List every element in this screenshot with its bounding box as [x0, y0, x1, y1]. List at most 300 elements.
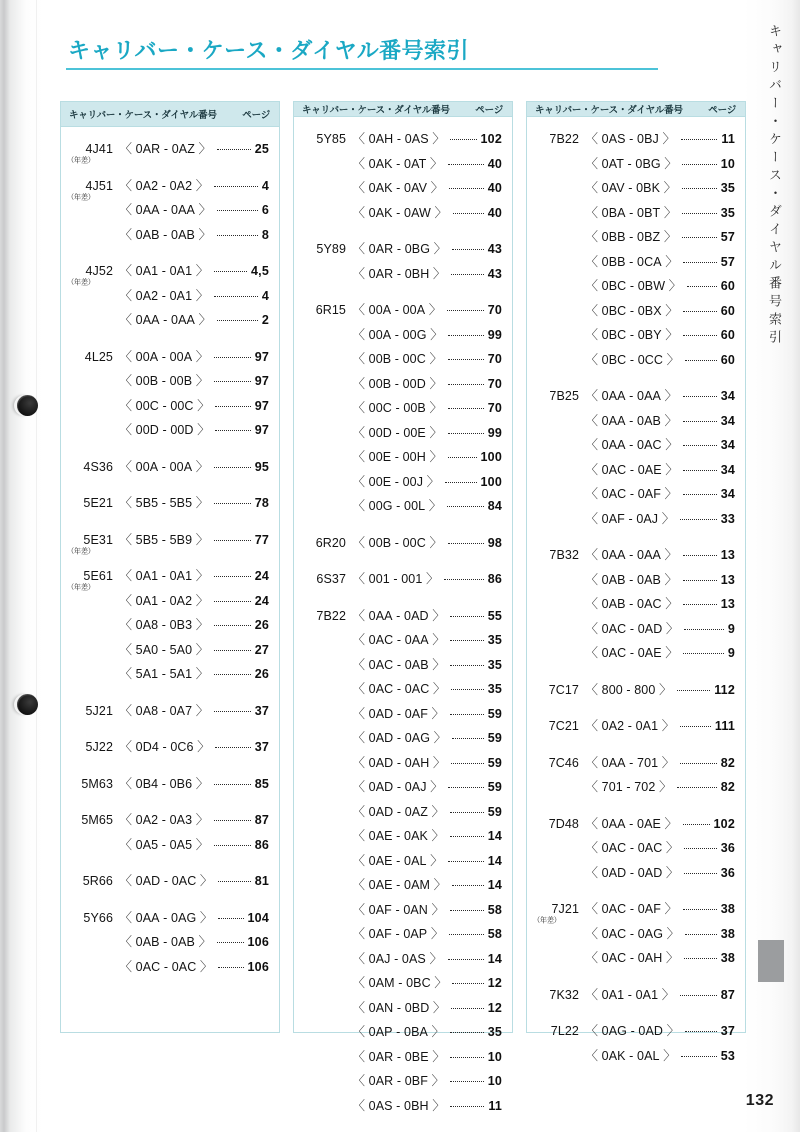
dot-leader [683, 445, 716, 446]
index-row[interactable] [61, 199, 279, 224]
index-row[interactable] [61, 736, 279, 761]
index-row[interactable] [527, 544, 745, 569]
caliber-code: 7B25 [549, 389, 579, 403]
index-row[interactable] [294, 128, 512, 153]
page-reference: 102 [713, 816, 735, 831]
caliber-group [61, 529, 279, 554]
index-row[interactable] [527, 226, 745, 251]
case-dial-pair: 〈 0AC - 0AB 〉 [352, 656, 446, 672]
page-reference: 111 [714, 719, 735, 733]
page-reference: 4 [261, 288, 269, 303]
index-row[interactable] [61, 700, 279, 725]
index-row[interactable] [61, 309, 279, 334]
case-dial-pair: 〈 0AB - 0AB 〉 [119, 934, 212, 949]
index-row[interactable] [61, 456, 279, 481]
page-reference: 86 [254, 837, 269, 852]
dot-leader [451, 1008, 484, 1009]
index-row[interactable] [61, 590, 279, 615]
case-dial-pair: 〈 5A1 - 5A1 〉 [119, 666, 209, 681]
index-row[interactable] [527, 508, 745, 533]
dot-leader [450, 836, 484, 837]
index-row[interactable] [294, 899, 512, 924]
dot-leader [448, 861, 483, 862]
case-dial-pair: 〈 0AR - 0BH 〉 [352, 265, 447, 281]
case-dial-pair: 〈 0AD - 0AC 〉 [119, 873, 214, 888]
index-row[interactable] [527, 251, 745, 276]
caliber-code: 6R15 [315, 303, 346, 317]
page-reference: 98 [487, 535, 502, 550]
dot-leader [214, 296, 258, 297]
page-reference: 35 [487, 657, 502, 672]
caliber-note: （年差） [67, 582, 95, 592]
case-dial-pair: 〈 0AD - 0AF 〉 [352, 705, 445, 721]
case-dial-pair: 〈 0A2 - 0A2 〉 [119, 177, 209, 193]
page-reference: 34 [720, 413, 735, 428]
caliber-group [61, 138, 279, 163]
index-row[interactable] [294, 850, 512, 875]
index-row[interactable] [294, 605, 512, 630]
index-row[interactable] [527, 923, 745, 948]
case-dial-pair: 〈 0AA - 0AA 〉 [119, 202, 212, 217]
caliber-note: （年差） [67, 546, 95, 556]
case-dial-pair: 〈 0AD - 0AG 〉 [352, 730, 447, 745]
index-row[interactable] [527, 593, 745, 618]
index-row[interactable] [61, 395, 279, 420]
page-reference: 58 [487, 927, 502, 941]
case-dial-pair: 〈 0AH - 0AS 〉 [352, 131, 446, 146]
index-row[interactable] [61, 639, 279, 664]
caliber-code: 7C21 [548, 719, 579, 733]
caliber-code: 7L22 [550, 1024, 579, 1038]
caliber-group [61, 907, 279, 981]
case-dial-pair: 〈 0AB - 0AC 〉 [585, 596, 679, 611]
case-dial-pair: 〈 0A1 - 0A1 〉 [585, 986, 675, 1002]
caliber-code: 4J41 （年差） [67, 142, 113, 165]
case-dial-pair: 〈 0A1 - 0A1 〉 [119, 568, 209, 583]
index-row[interactable] [294, 568, 512, 593]
case-dial-pair: 〈 0AK - 0AT 〉 [352, 155, 443, 171]
caliber-group [527, 385, 745, 532]
index-row[interactable] [294, 153, 512, 178]
dot-leader [677, 690, 710, 691]
case-dial-pair: 〈 0AR - 0BG 〉 [352, 241, 447, 256]
case-dial-pair: 〈 0AA - 0AA 〉 [119, 312, 212, 327]
case-dial-pair: 〈 0BC - 0CC 〉 [585, 351, 680, 367]
index-row[interactable] [294, 948, 512, 973]
dot-leader [684, 958, 717, 959]
index-row[interactable] [294, 997, 512, 1022]
index-row[interactable] [527, 679, 745, 704]
case-dial-pair: 〈 0AN - 0BD 〉 [352, 999, 447, 1015]
page-reference: 82 [720, 780, 735, 794]
dot-leader [214, 674, 251, 675]
page-reference: 87 [254, 813, 269, 827]
caliber-group [61, 736, 279, 761]
case-dial-pair: 〈 0AA - 0AG 〉 [119, 909, 214, 925]
index-row[interactable] [61, 870, 279, 895]
dot-leader [449, 188, 484, 189]
page-reference: 11 [721, 132, 735, 146]
index-row[interactable] [61, 175, 279, 200]
page-reference: 2 [261, 313, 269, 327]
index-row[interactable] [61, 346, 279, 371]
page-reference: 9 [727, 646, 735, 660]
caliber-group [61, 456, 279, 481]
index-row[interactable] [527, 177, 745, 202]
column-header [61, 102, 279, 127]
index-row[interactable] [527, 275, 745, 300]
dot-leader [683, 653, 724, 654]
dot-leader [447, 310, 484, 311]
dot-leader [683, 580, 717, 581]
index-row[interactable] [294, 422, 512, 447]
page-reference: 34 [720, 487, 735, 501]
case-dial-pair: 〈 0AA - 0AA 〉 [585, 547, 678, 562]
dot-leader [683, 311, 716, 312]
case-dial-pair: 〈 0AC - 0AF 〉 [585, 486, 678, 501]
case-dial-pair: 〈 0BC - 0BX 〉 [585, 302, 679, 318]
dot-leader [218, 918, 244, 919]
caliber-code: 4J51 （年差） [67, 178, 113, 202]
page-reference: 106 [247, 935, 269, 949]
page-reference: 4 [261, 178, 269, 193]
index-row[interactable] [294, 874, 512, 899]
dot-leader [451, 763, 484, 764]
page-reference: 70 [487, 376, 502, 391]
index-row[interactable] [61, 285, 279, 310]
index-row[interactable] [294, 1021, 512, 1046]
index-row[interactable] [294, 654, 512, 679]
page-reference: 57 [720, 230, 735, 244]
case-dial-pair: 〈 0AD - 0AJ 〉 [352, 779, 444, 794]
index-row[interactable] [527, 752, 745, 777]
dot-leader [451, 689, 484, 690]
column-body [294, 117, 512, 1125]
index-row[interactable] [294, 446, 512, 471]
index-row[interactable] [294, 703, 512, 728]
caliber-code: 5M65 [81, 813, 113, 827]
index-row[interactable] [294, 299, 512, 324]
caliber-code: 4S36 [83, 459, 113, 474]
column-header-caliber: キャリバー・ケース・ダイヤル番号 [69, 110, 217, 121]
case-dial-pair: 〈 00E - 00J 〉 [352, 473, 440, 489]
dot-leader [217, 320, 258, 321]
page-reference: 13 [720, 572, 735, 587]
dot-leader [214, 625, 251, 626]
page-reference: 35 [720, 205, 735, 220]
index-row[interactable] [61, 224, 279, 249]
page-reference: 97 [254, 398, 269, 413]
index-row[interactable] [527, 153, 745, 178]
case-dial-pair: 〈 0AC - 0AG 〉 [585, 925, 680, 941]
index-row[interactable] [61, 907, 279, 932]
caliber-code: 7B22 [549, 132, 579, 146]
page-reference: 59 [487, 780, 502, 794]
page-reference: 4,5 [251, 264, 269, 278]
case-dial-pair: 〈 0AG - 0AD 〉 [585, 1023, 680, 1038]
index-row[interactable] [294, 801, 512, 826]
index-row[interactable] [527, 862, 745, 887]
case-dial-pair: 〈 0AS - 0BH 〉 [352, 1097, 446, 1113]
case-dial-pair: 〈 0AK - 0AL 〉 [585, 1047, 677, 1063]
caliber-code: 5J21 [85, 703, 113, 718]
page-reference: 77 [254, 532, 269, 547]
index-row[interactable] [527, 813, 745, 838]
page-reference: 14 [487, 853, 502, 868]
index-row[interactable] [527, 776, 745, 801]
index-row[interactable] [61, 663, 279, 688]
caliber-code: 5J22 [85, 740, 113, 754]
page-reference: 34 [720, 462, 735, 477]
case-dial-pair: 〈 0BC - 0BY 〉 [585, 327, 679, 342]
page-reference: 8 [261, 227, 269, 242]
index-row[interactable] [527, 715, 745, 740]
page-reference: 24 [254, 569, 269, 583]
case-dial-pair: 〈 00B - 00C 〉 [352, 534, 443, 550]
index-row[interactable] [61, 773, 279, 798]
case-dial-pair: 〈 00A - 00A 〉 [119, 458, 209, 474]
index-row[interactable] [294, 972, 512, 997]
caliber-group [61, 809, 279, 858]
dot-leader [682, 213, 717, 214]
page-reference: 87 [720, 987, 735, 1002]
index-row[interactable] [527, 1045, 745, 1070]
dot-leader [680, 726, 711, 727]
dot-leader [452, 738, 484, 739]
caliber-group [294, 128, 512, 226]
case-dial-pair: 〈 0AC - 0AE 〉 [585, 461, 679, 477]
index-row[interactable] [294, 495, 512, 520]
case-dial-pair: 〈 0AP - 0BA 〉 [352, 1024, 445, 1039]
caliber-group [294, 238, 512, 287]
column-header-page: ページ [475, 105, 503, 116]
index-row[interactable] [61, 529, 279, 554]
page-reference: 10 [487, 1049, 502, 1064]
page-reference: 70 [487, 401, 502, 415]
page-reference: 59 [487, 804, 502, 819]
dot-leader [450, 1106, 484, 1107]
index-row[interactable] [527, 984, 745, 1009]
page-reference: 6 [261, 203, 269, 217]
dot-leader [215, 430, 250, 431]
index-row[interactable] [294, 825, 512, 850]
index-row[interactable] [294, 532, 512, 557]
page-reference: 14 [487, 829, 502, 843]
index-row[interactable] [527, 410, 745, 435]
index-row[interactable] [527, 349, 745, 374]
dot-leader [214, 381, 251, 382]
caliber-code: 7C46 [548, 755, 579, 770]
page-reference: 60 [720, 279, 735, 293]
index-row[interactable] [527, 434, 745, 459]
side-tab-label: キャリバー・ケース・ダイヤル番号索引 [767, 24, 782, 348]
index-row[interactable] [527, 324, 745, 349]
case-dial-pair: 〈 00A - 00A 〉 [352, 302, 442, 317]
page-reference: 36 [720, 841, 735, 855]
index-row[interactable] [61, 370, 279, 395]
index-row[interactable] [294, 324, 512, 349]
caliber-group [527, 128, 745, 373]
dot-leader [687, 286, 717, 287]
index-row[interactable] [527, 642, 745, 667]
index-row[interactable] [61, 834, 279, 859]
caliber-code: 5R66 [82, 874, 113, 888]
dot-leader [448, 384, 484, 385]
page-reference: 38 [720, 926, 735, 941]
case-dial-pair: 〈 0AC - 0AC 〉 [352, 681, 447, 696]
index-row[interactable] [294, 1070, 512, 1095]
index-row[interactable] [61, 260, 279, 285]
case-dial-pair: 〈 0A1 - 0A2 〉 [119, 592, 209, 608]
dot-leader [214, 503, 251, 504]
caliber-group [294, 568, 512, 593]
case-dial-pair: 〈 0AF - 0AN 〉 [352, 901, 445, 917]
page-reference: 70 [487, 303, 502, 317]
index-row[interactable] [61, 809, 279, 834]
index-row[interactable] [294, 727, 512, 752]
index-row[interactable] [527, 569, 745, 594]
index-row[interactable] [294, 177, 512, 202]
dot-leader [452, 983, 483, 984]
index-row[interactable] [294, 263, 512, 288]
index-row[interactable] [61, 565, 279, 590]
index-row[interactable] [294, 776, 512, 801]
column-header-caliber: キャリバー・ケース・ダイヤル番号 [535, 105, 683, 116]
index-row[interactable] [61, 138, 279, 163]
index-columns [60, 101, 746, 1113]
dot-leader [214, 186, 258, 187]
case-dial-pair: 〈 0AA - 701 〉 [585, 754, 675, 770]
page-reference: 13 [720, 597, 735, 611]
page-reference: 59 [487, 731, 502, 745]
dot-leader [450, 910, 484, 911]
column-header [527, 102, 745, 117]
binder-hole-top [17, 395, 38, 416]
page-reference: 60 [720, 303, 735, 318]
dot-leader [218, 967, 244, 968]
page-reference: 37 [720, 1024, 735, 1038]
page-reference: 112 [714, 682, 735, 697]
dot-leader [681, 1056, 716, 1057]
index-row[interactable] [527, 385, 745, 410]
case-dial-pair: 〈 0AC - 0AA 〉 [352, 632, 446, 647]
index-row[interactable] [294, 348, 512, 373]
dot-leader [214, 784, 251, 785]
page-reference: 40 [487, 156, 502, 171]
case-dial-pair: 〈 0AR - 0BF 〉 [352, 1073, 445, 1088]
caliber-code: 7C17 [548, 682, 579, 697]
index-row[interactable] [294, 1095, 512, 1120]
index-row[interactable] [527, 483, 745, 508]
caliber-code: 5Y89 [316, 242, 346, 256]
index-row[interactable] [294, 678, 512, 703]
case-dial-pair: 〈 0AS - 0BJ 〉 [585, 131, 676, 146]
case-dial-pair: 〈 0AC - 0AH 〉 [585, 950, 680, 965]
index-row[interactable] [61, 419, 279, 444]
caliber-code: 5M63 [81, 776, 113, 791]
dot-leader [683, 494, 717, 495]
caliber-note: （年差） [67, 192, 95, 202]
page-reference: 85 [254, 776, 269, 791]
page-reference: 38 [720, 951, 735, 965]
index-row[interactable] [527, 202, 745, 227]
page-reference: 25 [254, 142, 269, 156]
index-row[interactable] [527, 618, 745, 643]
page-reference: 59 [487, 755, 502, 770]
dot-leader [680, 519, 717, 520]
index-row[interactable] [294, 629, 512, 654]
dot-leader [214, 845, 251, 846]
page-reference: 43 [487, 242, 502, 256]
index-row[interactable] [294, 202, 512, 227]
page-reference: 14 [487, 951, 502, 966]
caliber-code: 5Y66 [83, 910, 113, 925]
dot-leader [445, 482, 477, 483]
page-reference: 55 [487, 608, 502, 623]
page-reference: 35 [487, 633, 502, 647]
index-row[interactable] [61, 614, 279, 639]
index-row[interactable] [527, 1020, 745, 1045]
index-row[interactable] [527, 837, 745, 862]
page-reference: 34 [720, 389, 735, 403]
dot-leader [453, 213, 484, 214]
dot-leader [214, 650, 251, 651]
page-reference: 78 [254, 496, 269, 510]
page-reference: 10 [487, 1074, 502, 1088]
index-row[interactable] [527, 947, 745, 972]
case-dial-pair: 〈 00B - 00B 〉 [119, 373, 209, 388]
index-row[interactable] [527, 128, 745, 153]
index-row[interactable] [294, 373, 512, 398]
page-reference: 35 [720, 181, 735, 195]
dot-leader [215, 747, 250, 748]
index-row[interactable] [527, 300, 745, 325]
column-body [527, 117, 745, 1075]
index-row[interactable] [61, 956, 279, 981]
dot-leader [684, 873, 717, 874]
page-reference: 59 [487, 706, 502, 721]
caliber-group [294, 532, 512, 557]
index-column-1 [60, 101, 280, 1033]
index-row[interactable] [294, 238, 512, 263]
case-dial-pair: 〈 5B5 - 5B9 〉 [119, 531, 209, 547]
dot-leader [448, 359, 484, 360]
case-dial-pair: 〈 0AD - 0AZ 〉 [352, 803, 445, 819]
index-row[interactable] [527, 459, 745, 484]
page-fold-line [36, 0, 37, 1132]
caliber-code: 7B32 [549, 548, 579, 562]
case-dial-pair: 〈 00D - 00D 〉 [119, 422, 211, 437]
caliber-code: 5E31 （年差） [67, 532, 113, 556]
index-row[interactable] [61, 931, 279, 956]
dot-leader [684, 848, 717, 849]
dot-leader [448, 959, 484, 960]
index-row[interactable] [294, 923, 512, 948]
case-dial-pair: 〈 0AR - 0AZ 〉 [119, 141, 212, 156]
index-row[interactable] [294, 471, 512, 496]
index-row[interactable] [294, 397, 512, 422]
index-row[interactable] [294, 752, 512, 777]
index-row[interactable] [61, 492, 279, 517]
case-dial-pair: 〈 00E - 00H 〉 [352, 449, 443, 464]
dot-leader [448, 164, 484, 165]
index-row[interactable] [527, 898, 745, 923]
case-dial-pair: 〈 0A2 - 0A1 〉 [585, 718, 675, 733]
page-reference: 37 [254, 703, 269, 718]
case-dial-pair: 〈 0A2 - 0A1 〉 [119, 287, 209, 303]
case-dial-pair: 〈 0B4 - 0B6 〉 [119, 775, 209, 791]
index-row[interactable] [294, 1046, 512, 1071]
